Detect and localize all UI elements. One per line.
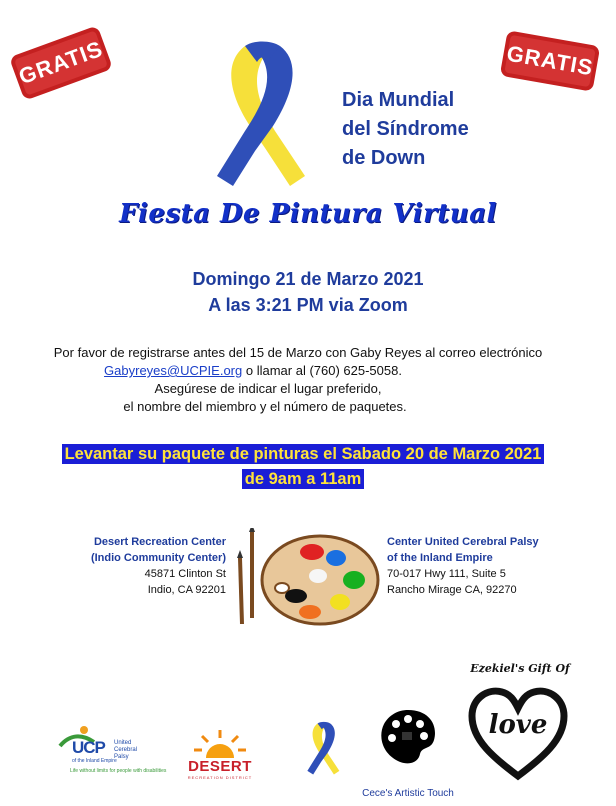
gratis-stamp-left: [9, 25, 113, 100]
location-name: Desert Recreation Center: [93, 536, 226, 548]
ezekiel-text: Ezekiel's Gift Of: [470, 662, 570, 675]
registration-info: [0, 344, 596, 416]
pickup-line: Levantar su paquete de pinturas el Sabado 20 de Marzo 2021: [62, 444, 545, 464]
register-line: Por favor de registrarse antes del 15 de Marzo con Gaby Reyes al correo electrónico: [53, 345, 543, 360]
email-link[interactable]: Gabyreyes@UCPIE.org: [104, 363, 243, 378]
location-city: Indio, CA 92201: [147, 584, 226, 596]
location-city: Rancho Mirage CA, 92270: [387, 584, 517, 596]
heading-line: del Síndrome: [342, 118, 469, 140]
location-left: [60, 534, 226, 598]
desert-text: DESERT: [188, 758, 252, 775]
love-text: love: [488, 710, 548, 740]
gratis-stamp-right: [500, 30, 601, 92]
event-date: [0, 266, 616, 318]
cece-palette-icon: [376, 706, 440, 768]
paint-palette-icon: [232, 528, 382, 630]
desert-subtext: RECREATION DISTRICT: [187, 775, 253, 780]
ucp-subtext: United Cerebral Palsy: [114, 740, 138, 760]
gratis-text: GRATIS: [15, 35, 107, 90]
sun-icon: [190, 728, 250, 758]
location-name: of the Inland Empire: [387, 552, 493, 564]
heading-line: de Down: [342, 147, 426, 169]
register-line: el nombre del miembro y el número de paquetes.: [123, 399, 407, 414]
ucp-text: UCP: [72, 738, 105, 757]
ezekiel-gift-logo: [458, 660, 578, 790]
date-line: Domingo 21 de Marzo 2021: [192, 269, 424, 289]
location-right: [387, 534, 587, 598]
ucp-logo: [44, 724, 167, 780]
ucp-region: of the Inland Empire: [72, 758, 117, 764]
cece-caption: Cece's Artistic Touch: [362, 788, 454, 799]
awareness-ribbon-icon: [205, 36, 315, 196]
location-name: (Indio Community Center): [90, 552, 226, 564]
register-line: Asegúrese de indicar el lugar preferido,: [154, 381, 382, 396]
page-heading: [342, 86, 469, 173]
location-name: Center United Cerebral Palsy: [387, 536, 539, 548]
time-line: A las 3:21 PM via Zoom: [208, 295, 408, 315]
small-ribbon-icon: [303, 717, 343, 781]
register-line: [0, 362, 596, 380]
heading-line: Dia Mundial: [342, 89, 455, 111]
location-address: 70-017 Hwy 111, Suite 5: [387, 568, 506, 580]
pickup-info: [0, 442, 606, 492]
register-phone: o llamar al (760) 625-5058.: [242, 363, 402, 378]
event-title: Fiesta De Pintura Virtual: [119, 199, 497, 229]
gratis-text: GRATIS: [504, 40, 596, 81]
location-address: 45871 Clinton St: [144, 568, 226, 580]
pickup-time: de 9am a 11am: [242, 469, 365, 489]
ucp-tagline: Life without limits for people with disabilities: [70, 768, 167, 774]
desert-recreation-logo: [178, 728, 262, 782]
